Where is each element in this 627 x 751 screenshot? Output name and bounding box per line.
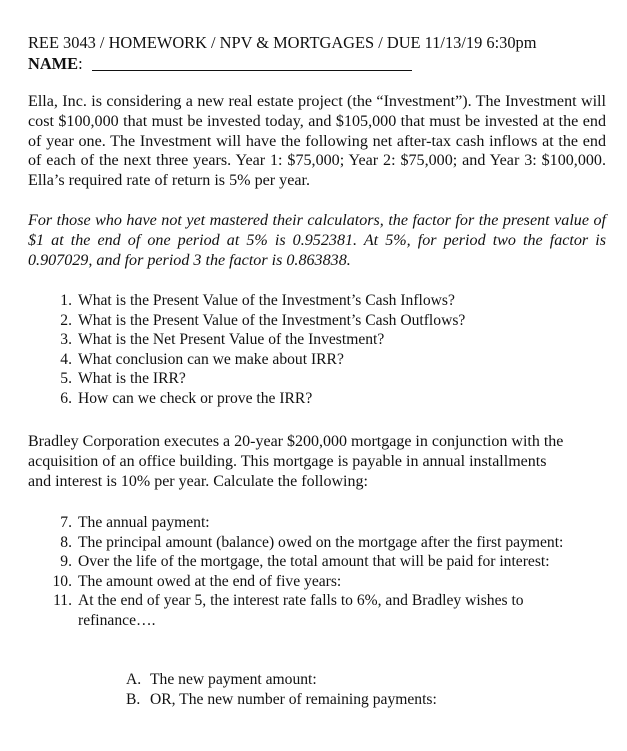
list-item [52, 533, 592, 553]
investment-paragraph: Ella, Inc. is considering a new real estate project (the “Investment”). The Investment will cost $100,000 that must be invested today, and $105,000 that must be invested at the end of year one. The Investment will have the following net after-tax cash inflows at the end of each of the next three years. Year 1: $75,000; Year 2: $75,000; and Year 3: $100,000. Ella’s required rate of return is 5% per year. [28, 93, 606, 190]
question-number: 8. [60, 533, 72, 551]
name-blank-line[interactable] [92, 70, 412, 71]
question-text: The annual payment: [78, 514, 210, 531]
question-number: 3. [60, 331, 72, 349]
list-item [52, 369, 592, 389]
list-item [126, 690, 437, 710]
question-number: 9. [60, 553, 72, 571]
question-text: What conclusion can we make about IRR? [78, 350, 344, 368]
subquestion-letter: A. [126, 671, 142, 688]
list-item [52, 572, 592, 592]
refinance-subquestion-list [126, 670, 437, 709]
question-number: 6. [60, 389, 72, 407]
question-text: What is the IRR? [78, 370, 186, 388]
name-label: NAME [28, 54, 79, 73]
question-text: At the end of year 5, the interest rate falls to 6%, and Bradley wishes to refinance…. [78, 592, 524, 629]
mortgage-question-list [52, 513, 592, 631]
question-number: 2. [60, 311, 72, 329]
list-item [52, 552, 592, 572]
question-number: 4. [60, 350, 72, 368]
list-item [52, 311, 592, 331]
question-text: How can we check or prove the IRR? [78, 389, 313, 407]
factor-note-paragraph: For those who have not yet mastered their calculators, the factor for the present value of $1 at the end of one period at 5% is 0.952381. At 5%, for period two the factor is 0.907029, and for period 3 the factor is 0.863838. [28, 212, 606, 269]
subquestion-text: The new payment amount: [150, 671, 317, 688]
name-label-row [28, 53, 83, 74]
subquestion-letter: B. [126, 690, 141, 708]
question-number: 7. [60, 514, 72, 531]
question-number: 11. [53, 592, 72, 610]
question-text: What is the Net Present Value of the Investment? [78, 331, 385, 349]
question-number: 1. [60, 292, 72, 309]
list-item [126, 670, 437, 690]
list-item [52, 330, 592, 350]
mortgage-paragraph: Bradley Corporation executes a 20-year $200,000 mortgage in conjunction with the acquisition of an office building. This mortgage is payable in annual installments and interest is 10% per year. Calculate the following: [28, 433, 564, 490]
list-item [52, 291, 592, 311]
question-text: Over the life of the mortgage, the total amount that will be paid for interest: [78, 553, 550, 571]
question-number: 10. [52, 572, 72, 590]
list-item [52, 591, 592, 630]
question-number: 5. [60, 370, 72, 388]
name-colon: : [78, 54, 83, 73]
list-item [52, 513, 592, 533]
question-text: What is the Present Value of the Investment’s Cash Inflows? [78, 292, 455, 309]
question-text: The principal amount (balance) owed on the mortgage after the first payment: [78, 533, 564, 551]
npv-question-list [52, 291, 592, 409]
question-text: What is the Present Value of the Investment’s Cash Outflows? [78, 311, 466, 329]
question-text: The amount owed at the end of five years: [78, 572, 342, 590]
list-item [52, 389, 592, 409]
page-title: REE 3043 / HOMEWORK / NPV & MORTGAGES / DUE 11/13/19 6:30pm [28, 33, 537, 52]
list-item [52, 350, 592, 370]
subquestion-text: OR, The new number of remaining payments: [150, 690, 437, 708]
